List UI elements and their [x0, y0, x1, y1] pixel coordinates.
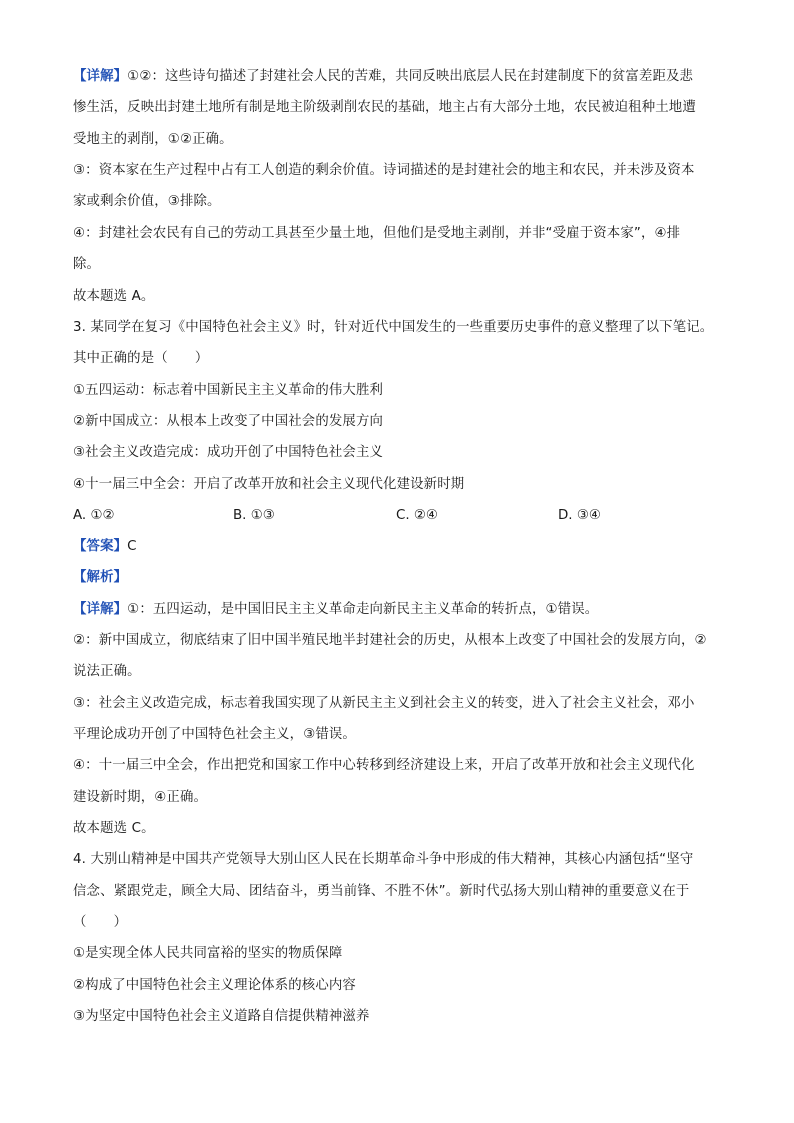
q3-option-b: B. ①③: [233, 508, 275, 523]
q3-stem-line-2: 其中正确的是（ ）: [73, 351, 209, 366]
q4-item-3: ③为坚定中国特色社会主义道路自信提供精神滋养: [73, 1009, 370, 1024]
q3-answer-line: [73, 537, 137, 557]
q3-detail-line-5: 平理论成功开创了中国特色社会主义，③错误。: [73, 727, 356, 742]
q3-option-c: C. ②④: [396, 508, 438, 523]
q2-detail-line-5: 家或剩余价值，③排除。: [73, 194, 221, 209]
q3-stem-line-1: 3. 某同学在复习《中国特色社会主义》时，针对近代中国发生的一些重要历史事件的意义整理了以下笔记。: [73, 320, 714, 335]
q2-detail-line-7: 除。: [73, 257, 101, 272]
q3-item-1: ①五四运动：标志着中国新民主主义革命的伟大胜利: [73, 383, 384, 398]
q4-item-1: ①是实现全体人民共同富裕的坚实的物质保障: [73, 946, 343, 961]
q3-detail-line-7: 建设新时期，④正确。: [73, 790, 208, 805]
q2-detail-line-1: 【详解】①②：这些诗句描述了封建社会人民的苦难，共同反映出底层人民在封建制度下的贫富差距及悲: [73, 69, 694, 84]
q3-conclusion: 故本题选 C。: [73, 821, 155, 836]
q2-conclusion: 故本题选 A。: [73, 289, 155, 304]
q4-stem-line-3: （ ）: [73, 915, 128, 930]
q2-detail-line-3: 受地主的剥削，①②正确。: [73, 132, 233, 147]
q3-detail-line-2: ②：新中国成立，彻底结束了旧中国半殖民地半封建社会的历史，从根本上改变了中国社会的发展方向，②: [73, 633, 707, 648]
answer-value: C: [127, 539, 137, 554]
q4-stem-line-2: 信念、紧跟党走，顾全大局、团结奋斗，勇当前锋、不胜不休”。新时代弘扬大别山精神的重要意义在于: [73, 884, 690, 899]
q3-detail-line-4: ③：社会主义改造完成，标志着我国实现了从新民主主义到社会主义的转变，进入了社会主义社会，邓小: [73, 696, 695, 711]
q3-detail-line-1: 【详解】①：五四运动，是中国旧民主主义革命走向新民主主义革命的转折点，①错误。: [73, 602, 599, 617]
q3-option-d: D. ③④: [558, 508, 601, 523]
q3-item-3: ③社会主义改造完成：成功开创了中国特色社会主义: [73, 445, 384, 460]
q3-item-4: ④十一届三中全会：开启了改革开放和社会主义现代化建设新时期: [73, 477, 465, 492]
q2-detail-line-6: ④：封建社会农民有自己的劳动工具甚至少量土地，但他们是受地主剥削，并非“受雇于资本家”，④排: [73, 226, 681, 241]
q4-stem-line-1: 4. 大别山精神是中国共产党领导大别山区人民在长期革命斗争中形成的伟大精神，其核心内涵包括“坚守: [73, 852, 694, 867]
q3-analysis-tag: 【解析】: [73, 570, 128, 585]
q4-item-2: ②构成了中国特色社会主义理论体系的核心内容: [73, 978, 356, 993]
q3-detail-line-3: 说法正确。: [73, 664, 141, 679]
q2-detail-line-2: 惨生活，反映出封建土地所有制是地主阶级剥削农民的基础，地主占有大部分土地，农民被迫租种土地遭: [73, 100, 696, 115]
q2-detail-line-4: ③：资本家在生产过程中占有工人创造的剩余价值。诗词描述的是封建社会的地主和农民，并未涉及资本: [73, 163, 695, 178]
q3-item-2: ②新中国成立：从根本上改变了中国社会的发展方向: [73, 414, 384, 429]
q3-detail-line-6: ④：十一届三中全会，作出把党和国家工作中心转移到经济建设上来，开启了改革开放和社会主义现代化: [73, 758, 695, 773]
answer-tag: 【答案】: [73, 539, 128, 554]
detail-tag: 【详解】: [73, 602, 128, 617]
detail-tag: 【详解】: [73, 69, 128, 84]
q3-option-a: A. ①②: [73, 508, 115, 523]
